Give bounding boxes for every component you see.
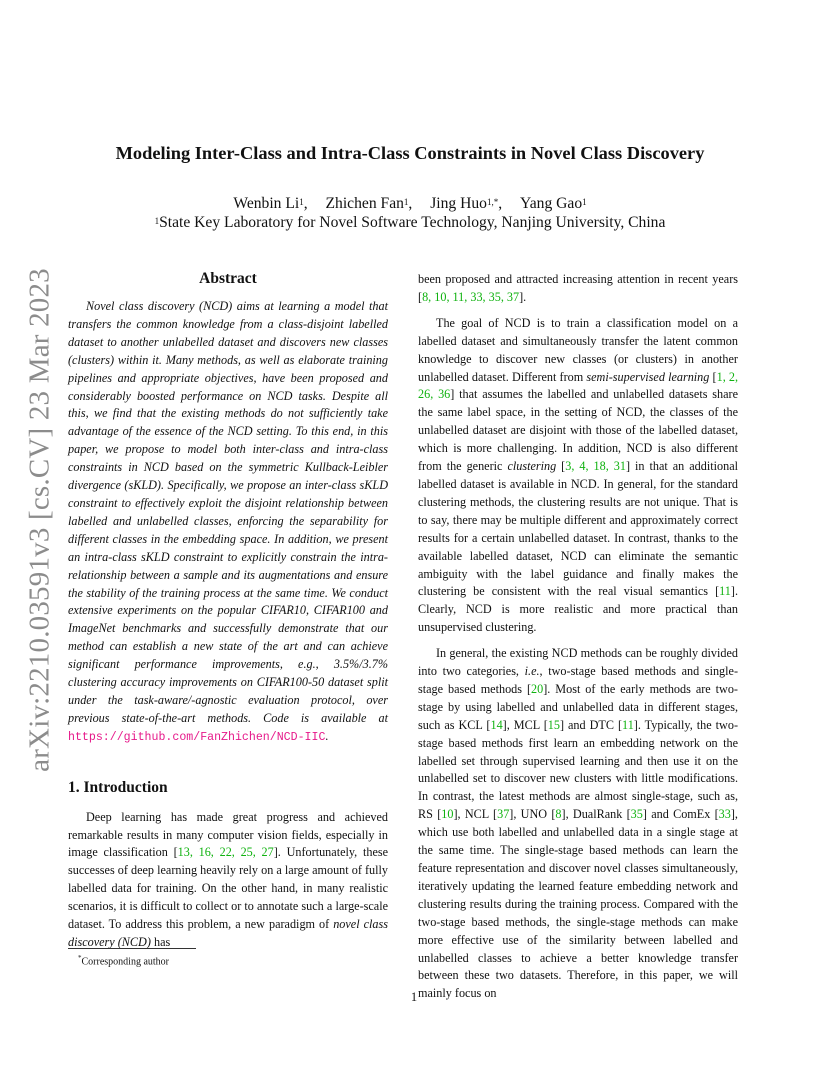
left-column [68, 268, 388, 960]
citation-link[interactable]: 11 [719, 584, 731, 599]
code-link[interactable]: https://github.com/FanZhichen/NCD-IIC [68, 730, 326, 744]
citation-link[interactable]: 11 [622, 717, 634, 732]
page-number: 1 [410, 990, 418, 1004]
arxiv-stamp-text: arXiv:2210.03591v3 [cs.CV] 23 Mar 2023 [23, 268, 56, 772]
body-paragraph: The goal of NCD is to train a classification model on a labelled dataset and simultaneously transfer the latent common knowledge to discover new classes (or clusters) in another unlabelled dataset. Different from semi-supervised learning [1, 2, 26, 36] that assumes the labelled and unlabelled datasets share the same label space, in the setting of NCD, the classes of the unlabelled dataset are disjoint with those of the labelled dataset, which is more challenging. In addition, NCD is also different from the generic clustering [3, 4, 18, 31] in that an additional labelled dataset is available in NCD. In general, for the standard clustering methods, the clustering results are not unique. That is to say, there may be multiple different and approximately correct results for a certain unlabelled dataset. In contrast, thanks to the available labelled dataset, NCD can eliminate the semantic ambiguity with the label guidance and finally makes the clustering be consistent with the real visual semantics [11]. Clearly, NCD is more realistic and more practical than unsupervised clustering. [418, 315, 739, 635]
citation-link[interactable]: 15 [547, 717, 560, 732]
body-paragraph: been proposed and attracted increasing attention in recent years [8, 10, 11, 33, 35, 37]. [418, 272, 738, 304]
footnote-rule [68, 948, 196, 949]
author: Zhichen Fan$^1$, [325, 195, 413, 212]
abstract-text: Novel class discovery (NCD) aims at learning a model that transfers the common knowledge from a class-disjoint labelled dataset to another unlabelled dataset and discovers new classes (clusters) within it. Many methods, as well as elaborate training pipelines and appropriate objectives, have been proposed and considerably boosted performance on NCD tasks. Despite all this, we find that the existing methods do not sufficiently take advantage of the essence of the NCD setting. To this end, in this paper, we propose to model both inter-class and intra-class constraints in NCD based on the symmetric Kullback-Leibler divergence (sKLD). Specifically, we propose an inter-class sKLD constraint to effectively exploit the disjoint relationship between labelled and unlabelled classes, enforcing the separability for different classes in the embedding space. In addition, we present an intra-class sKLD constraint to explicitly constrain the intra-relationship between a sample and its augmentations and ensure the stability of the training process at the same time. We conduct extensive experiments on the popular CIFAR10, CIFAR100 and ImageNet benchmarks and successfully demonstrate that our method can establish a new state of the art and can achieve significant performance improvements, e.g., 3.5%/3.7% clustering accuracy improvements on CIFAR100-50 dataset split under the task-aware/-agnostic evaluation protocol, over previous state-of-the-art methods. Code is available at https://github.com/FanZhichen/NCD-IIC. [68, 299, 388, 744]
section-heading: 1. Introduction [68, 778, 168, 796]
citation-link[interactable]: 37 [497, 807, 510, 822]
author-list [60, 194, 760, 214]
intro-paragraph: Deep learning has made great progress and achieved remarkable results in many computer vision fields, especially in image classification [13, 16, 22, 25, 27]. Unfortunately, these successes of deep learning heavily rely on a large amount of fully labelled data for training. On the other hand, in many realistic scenarios, it is difficult to collect or to annotate such a large-scale dataset. To address this problem, a new paradigm of novel class discovery (NCD) has [68, 809, 389, 949]
citation-link[interactable]: 20 [531, 681, 544, 696]
paper-title: Modeling Inter-Class and Intra-Class Constraints in Novel Class Discovery [115, 143, 705, 163]
citation-link[interactable]: 35 [630, 807, 643, 822]
abstract-heading: Abstract [199, 270, 257, 287]
citation-link[interactable]: 1, 2, 26, 36 [418, 369, 739, 402]
citation-link[interactable]: 8, 10, 11, 33, 35, 37 [422, 289, 520, 304]
citation-link[interactable]: 13, 16, 22, 25, 27 [177, 845, 274, 860]
citation-link[interactable]: 8 [555, 807, 562, 822]
arxiv-stamp [20, 268, 60, 772]
citation-link[interactable]: 33 [718, 807, 731, 822]
body-paragraph: In general, the existing NCD methods can be roughly divided into two categories, i.e., two-stage based methods and single-stage based methods [20]. Most of the early methods are two-stage by using labelled and unlabelled data in different stages, such as KCL [14], MCL [15] and DTC [11]. Typically, the two-stage based methods first learn an embedding network on the labelled set through supervised learning and then use it on the unlabelled set to discover new clusters with little modifications. In contrast, the latest methods are almost single-stage, such as, RS [10], NCL [37], UNO [8], DualRank [35] and ComEx [33], which use both labelled and unlabelled data in a single stage at the same time. The single-stage based methods can learn the feature representation and discover novel classes simultaneously, iteratively updating the learned feature embedding network and clustering results during the training process. Compared with the two-stage based methods, the single-stage methods can make more effective use of the similarity between labelled and unlabelled classes to achieve a better knowledge transfer between these two datasets. Therefore, in this paper, we will mainly focus on [418, 646, 739, 1001]
citation-link[interactable]: 3, 4, 18, 31 [565, 459, 626, 474]
author: Wenbin Li$^1$, [233, 195, 308, 212]
footnote: *Corresponding author [78, 954, 169, 968]
author: Jing Huo$^{1,*}$, [430, 195, 503, 212]
author: Yang Gao$^1$ [520, 195, 587, 212]
citation-link[interactable]: 10 [441, 807, 454, 822]
right-column [418, 271, 738, 1011]
citation-link[interactable]: 14 [490, 717, 503, 732]
affiliation: $^1$State Key Laboratory for Novel Software Technology, Nanjing University, China [154, 214, 666, 231]
